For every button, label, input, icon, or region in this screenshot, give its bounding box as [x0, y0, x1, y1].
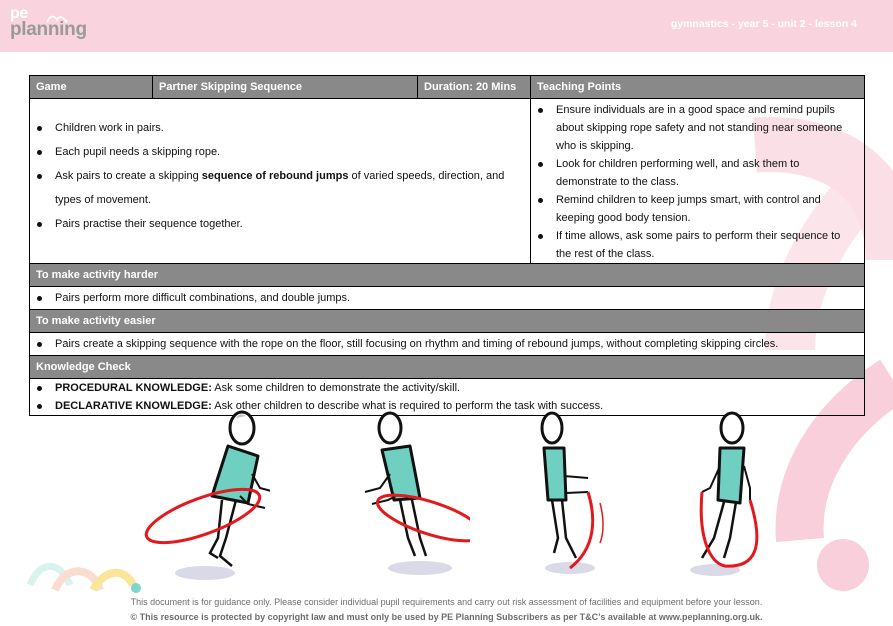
- list-item: If time allows, ask some pairs to perform their sequence to the rest of the class.: [531, 227, 864, 263]
- footer-disclaimer: This document is for guidance only. Please consider individual pupil requirements and carry out risk assessment of facilities and equipment before your lesson.: [130, 597, 763, 607]
- list-item: Ensure individuals are in a good space and remind pupils about skipping rope safety and not standing near someone who is skipping.: [531, 101, 864, 155]
- list-item: Pairs practise their sequence together.: [30, 212, 530, 236]
- list-item: Ask pairs to create a skipping sequence of rebound jumps of varied speeds, direction, and types of movement.: [30, 164, 530, 212]
- easier-row: [30, 333, 865, 356]
- knowledge-check-header-row: [30, 356, 865, 379]
- duration: Duration: 20 Mins: [418, 76, 531, 99]
- list-item: Remind children to keep jumps smart, with control and keeping good body tension.: [531, 191, 864, 227]
- activity-description-list: [30, 99, 530, 250]
- list-item: PROCEDURAL KNOWLEDGE: Ask some children to demonstrate the activity/skill.: [30, 379, 864, 397]
- list-item: Children work in pairs.: [30, 116, 530, 140]
- pe-planning-logo[interactable]: [10, 6, 100, 46]
- skipper-illustration-1: [140, 408, 270, 593]
- skipper-illustration-4: [680, 408, 780, 593]
- harder-header-row: [30, 264, 865, 287]
- harder-list: [30, 287, 864, 309]
- activity-description-cell: [30, 99, 531, 264]
- game-label: Game: [30, 76, 153, 99]
- list-item: Pairs perform more difficult combinations, and double jumps.: [30, 287, 864, 309]
- header-band: [0, 0, 893, 52]
- lesson-title: gymnastics - year 5 - unit 2 - lesson 4: [670, 18, 857, 30]
- game-name: Partner Skipping Sequence: [153, 76, 418, 99]
- harder-row: [30, 287, 865, 310]
- lesson-plan-table: [29, 75, 865, 416]
- logo-planning-text: planning: [10, 19, 87, 40]
- easier-list: [30, 333, 864, 355]
- easier-header-row: [30, 310, 865, 333]
- harder-label: To make activity harder: [30, 264, 865, 287]
- knowledge-check-label: Knowledge Check: [30, 356, 865, 379]
- teaching-points-label: Teaching Points: [531, 76, 865, 99]
- list-item: DECLARATIVE KNOWLEDGE: Ask other children to describe what is required to perform the task with success.: [30, 397, 864, 415]
- footer-copyright: © This resource is protected by copyright law and must only be used by PE Planning Subscribers as per T&C’s available at www.peplanning.org.uk.: [130, 612, 763, 622]
- easier-label: To make activity easier: [30, 310, 865, 333]
- logo-pe-text: pe: [10, 5, 28, 22]
- list-item: Pairs create a skipping sequence with the rope on the floor, still focusing on rhythm and timing of rebound jumps, without completing skipping circles.: [30, 333, 864, 355]
- list-item: Each pupil needs a skipping rope.: [30, 140, 530, 164]
- teaching-points-list: [531, 99, 864, 263]
- activity-row: [30, 99, 865, 264]
- skipper-illustration-3: [530, 408, 610, 593]
- list-item: Look for children performing well, and ask them to demonstrate to the class.: [531, 155, 864, 191]
- table-header-row: [30, 76, 865, 99]
- teaching-points-cell: [531, 99, 865, 264]
- skipper-illustration-2: [360, 408, 470, 593]
